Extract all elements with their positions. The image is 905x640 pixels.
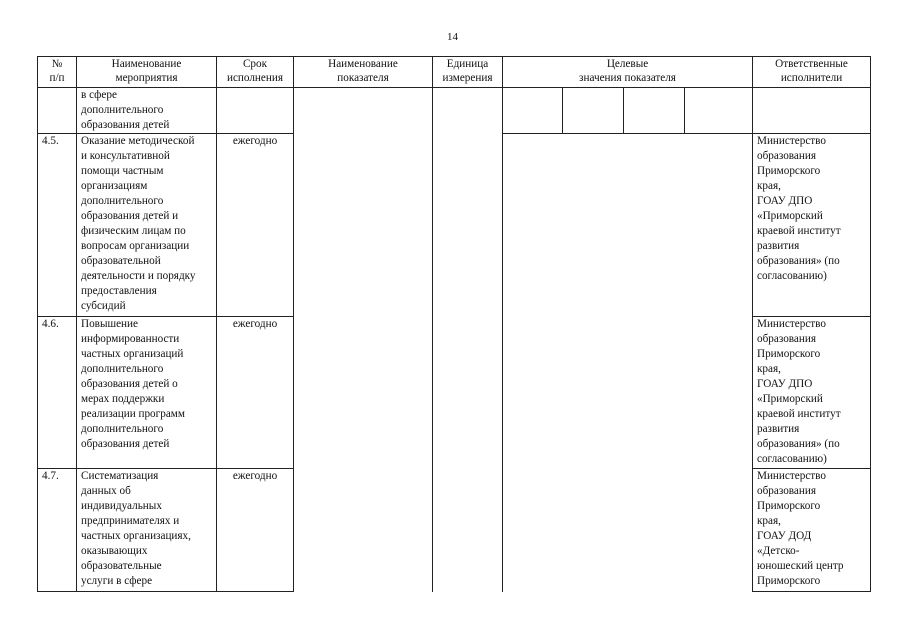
header-unit: Единица измерения xyxy=(433,57,503,88)
row-number-cell: 4.7. xyxy=(38,469,77,592)
header-event-name: Наименование мероприятия xyxy=(77,57,217,88)
event-cell: Повышение информированности частных организаций дополнительного образования детей о мерах поддержки реализации программ дополнительного образования детей xyxy=(77,317,217,469)
row-number-cell: 4.6. xyxy=(38,317,77,469)
header-number: № п/п xyxy=(38,57,77,88)
executors-cell: Министерство образования Приморского края, ГОАУ ДПО «Приморский краевой институт развития образования» (по согласованию) xyxy=(753,134,871,317)
page-number: 14 xyxy=(447,31,458,43)
target-values-area xyxy=(503,134,753,592)
target-value-cell xyxy=(563,88,624,134)
header-deadline: Срок исполнения xyxy=(217,57,294,88)
header-executors: Ответственные исполнители xyxy=(753,57,871,88)
deadline-cell: ежегодно xyxy=(217,134,294,317)
table-row xyxy=(38,88,871,134)
event-cell: в сфере дополнительного образования детей xyxy=(77,88,217,134)
indicator-cell xyxy=(294,88,433,592)
target-value-cell xyxy=(503,88,563,134)
executors-cell xyxy=(753,88,871,134)
row-number-cell: 4.5. xyxy=(38,134,77,317)
target-value-cell xyxy=(685,88,753,134)
table-header-row xyxy=(38,57,871,88)
deadline-cell xyxy=(217,88,294,134)
row-number-cell xyxy=(38,88,77,134)
event-cell: Оказание методической и консультативной помощи частным организациям дополнительного образования детей и физическим лицам по вопросам организации образовательной деятельности и порядку предоставления субсидий xyxy=(77,134,217,317)
executors-cell: Министерство образования Приморского края, ГОАУ ДОД «Детско- юношеский центр Приморского xyxy=(753,469,871,592)
unit-cell xyxy=(433,88,503,592)
deadline-cell: ежегодно xyxy=(217,317,294,469)
action-plan-table xyxy=(37,56,871,592)
header-target-values: Целевые значения показателя xyxy=(503,57,753,88)
deadline-cell: ежегодно xyxy=(217,469,294,592)
executors-cell: Министерство образования Приморского края, ГОАУ ДПО «Приморский краевой институт развития образования» (по согласованию) xyxy=(753,317,871,469)
header-indicator-name: Наименование показателя xyxy=(294,57,433,88)
event-cell: Систематизация данных об индивидуальных предпринимателях и частных организациях, оказывающих образовательные услуги в сфере xyxy=(77,469,217,592)
target-value-cell xyxy=(624,88,685,134)
